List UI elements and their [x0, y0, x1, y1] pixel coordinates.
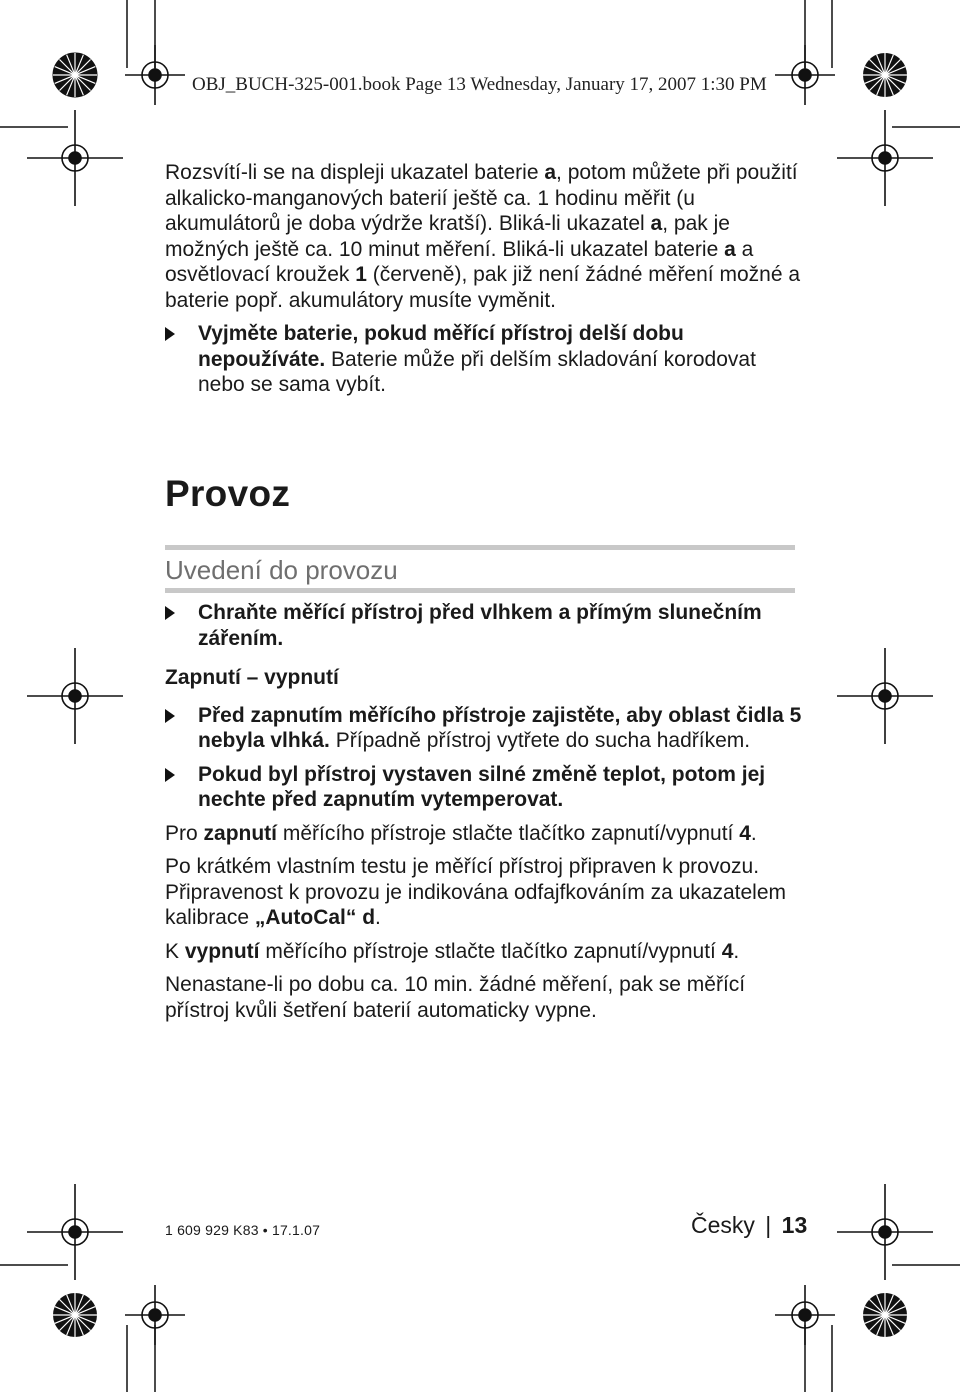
- battery-info-block: [165, 160, 805, 406]
- sensor-dry-instruction: Před zapnutím měřícího přístroje zajistěte, aby oblast čidla 5 nebyla vlhká. Případně přístroj vytřete do sucha hadříkem.: [165, 703, 805, 754]
- document-code: 1 609 929 K83 • 17.1.07: [165, 1222, 321, 1238]
- footer-separator: |: [765, 1212, 772, 1238]
- switch-on-off-heading: Zapnutí – vypnutí: [165, 666, 339, 689]
- book-header-info: OBJ_BUCH-325-001.book Page 13 Wednesday, January 17, 2007 1:30 PM: [192, 74, 767, 95]
- temperature-instruction: Pokud byl přístroj vystaven silné změně teplot, potom jej nechte před zapnutím vytemperovat.: [165, 762, 805, 813]
- self-test-paragraph: Po krátkém vlastním testu je měřící přístroj připraven k provozu. Připravenost k provozu je indikována odfajfkováním za ukazatelem kalibrace „AutoCal“ d.: [165, 855, 786, 929]
- protect-moisture-instruction: Chraňte měřící přístroj před vlhkem a přímým slunečním zářením.: [165, 600, 805, 651]
- battery-indicator-paragraph: Rozsvítí-li se na displeji ukazatel baterie a, potom můžete při použití alkalicko-manganových baterií ještě ca. 1 hodinu měřit (u akumulátorů je doba výdrže kratší). Bliká-li ukazatel a, pak je možných ještě ca. 10 minut měření. Bliká-li ukazatel baterie a a osvětlovací kroužek 1 (červeně), pak již není žádné měření možné a baterie popř. akumulátory musíte vyměnit.: [165, 161, 801, 312]
- switch-off-paragraph: K vypnutí měřícího přístroje stlačte tlačítko zapnutí/vypnutí 4.: [165, 939, 740, 963]
- subsection-top-rule: [165, 545, 795, 550]
- bullet-triangle-icon: [165, 768, 175, 782]
- subsection-bottom-rule: [165, 588, 795, 593]
- auto-off-paragraph: Nenastane-li po dobu ca. 10 min. žádné měření, pak se měřící přístroj kvůli šetření baterií automaticky vypne.: [165, 973, 746, 1022]
- page-footer-right: [691, 1212, 807, 1239]
- language-label: Česky: [691, 1212, 755, 1238]
- switch-on-paragraph: Pro zapnutí měřícího přístroje stlačte tlačítko zapnutí/vypnutí 4.: [165, 821, 757, 845]
- subsection-title: Uvedení do provozu: [165, 555, 398, 585]
- bullet-triangle-icon: [165, 606, 175, 620]
- page-number: 13: [781, 1212, 808, 1238]
- bullet-triangle-icon: [165, 709, 175, 723]
- operation-block: [165, 600, 805, 1031]
- bullet-triangle-icon: [165, 327, 175, 341]
- remove-batteries-instruction: Vyjměte baterie, pokud měřící přístroj delší dobu nepoužíváte. Baterie může při delším skladování korodovat nebo se sama vybít.: [165, 321, 805, 398]
- section-title: Provoz: [165, 473, 291, 514]
